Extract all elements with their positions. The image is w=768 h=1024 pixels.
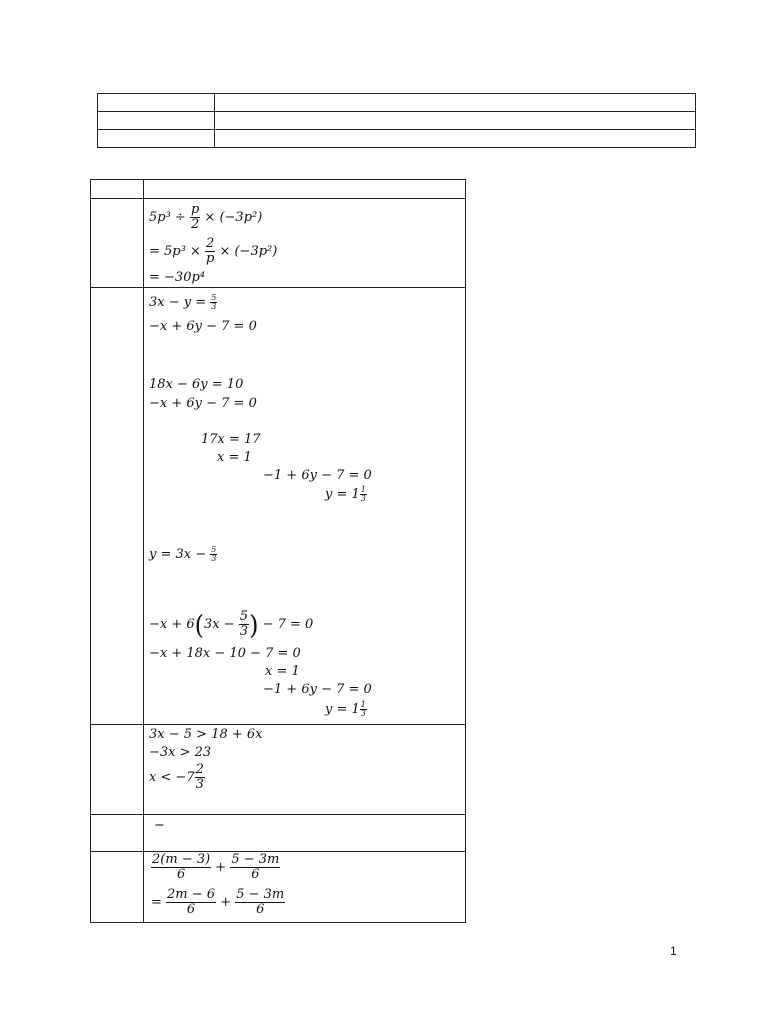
numerator: 1 <box>360 485 366 494</box>
header-row <box>98 94 696 112</box>
left-parenthesis: ( <box>194 609 205 640</box>
math-line: −1 + 6y − 7 = 0 <box>263 682 372 697</box>
fraction <box>210 294 217 311</box>
right-parenthesis: ) <box>249 609 259 640</box>
math-line <box>149 763 205 792</box>
math-line: − <box>154 818 165 833</box>
math-text: × (−3p²) <box>215 244 278 259</box>
table-row <box>91 852 466 923</box>
working-cell <box>144 852 466 923</box>
math-line: −x + 6y − 7 = 0 <box>149 319 257 334</box>
math-line: −3x > 23 <box>149 745 212 760</box>
fraction <box>151 853 211 882</box>
numerator: 5 <box>211 545 217 554</box>
working-cell <box>144 199 466 288</box>
math-text: y = 3x − <box>149 547 211 562</box>
math-line <box>149 294 217 311</box>
math-text: −x + 6 <box>149 617 195 632</box>
numerator: p <box>190 202 200 217</box>
math-line <box>151 888 285 917</box>
numerator: 5 <box>239 609 249 624</box>
math-line <box>149 237 277 266</box>
header-table <box>97 93 696 148</box>
header-row <box>98 112 696 130</box>
question-number-cell <box>91 199 144 288</box>
numerator: 2 <box>195 762 204 777</box>
fraction <box>360 486 367 503</box>
math-line: x = 1 <box>217 450 252 465</box>
math-text: 3x − y = <box>149 295 211 310</box>
math-text: = 5p³ × <box>149 244 205 259</box>
math-line <box>151 853 280 882</box>
denominator: 3 <box>195 777 204 792</box>
header-cell <box>215 130 696 148</box>
table-row <box>91 725 466 815</box>
working-cell <box>144 815 466 852</box>
fraction <box>230 853 280 882</box>
math-line: = −30p⁴ <box>149 270 205 285</box>
header-cell <box>215 94 696 112</box>
denominator: p <box>206 251 215 266</box>
question-number-cell <box>91 288 144 725</box>
header-cell <box>98 130 215 148</box>
math-line: x = 1 <box>265 664 300 679</box>
header-row <box>98 130 696 148</box>
numerator: 2(m − 3) <box>152 852 211 867</box>
numerator: 2m − 6 <box>167 887 216 902</box>
denominator: 3 <box>360 494 366 503</box>
denominator: 6 <box>186 902 196 917</box>
denominator: 3 <box>211 302 217 311</box>
working-cell <box>144 288 466 725</box>
math-line: −x + 6y − 7 = 0 <box>149 396 257 411</box>
header-cell <box>98 94 215 112</box>
math-line <box>149 610 313 639</box>
header-cell <box>98 112 215 130</box>
math-line: −x + 18x − 10 − 7 = 0 <box>149 646 301 661</box>
math-text: y = 1 <box>325 702 360 717</box>
question-number-cell <box>91 725 144 815</box>
fraction <box>195 763 205 792</box>
math-line <box>325 486 367 503</box>
math-text: y = 1 <box>325 487 360 502</box>
math-line: 17x = 17 <box>201 432 261 447</box>
math-text: + <box>216 895 236 910</box>
header-number-cell <box>91 180 144 199</box>
header-cell <box>215 112 696 130</box>
working-cell <box>144 725 466 815</box>
question-number-cell <box>91 852 144 923</box>
fraction <box>190 203 200 232</box>
table-row <box>91 199 466 288</box>
numerator: 5 − 3m <box>231 852 280 867</box>
answer-table <box>90 179 466 923</box>
denominator: 2 <box>190 217 200 232</box>
table-row <box>91 815 466 852</box>
denominator: 6 <box>256 902 265 917</box>
fraction <box>166 888 216 917</box>
header-answer-cell <box>144 180 466 199</box>
answer-table-header <box>91 180 466 199</box>
math-line: 18x − 6y = 10 <box>149 377 244 392</box>
numerator: 5 <box>211 293 217 302</box>
fraction <box>205 237 215 266</box>
numerator: 5 − 3m <box>236 887 285 902</box>
math-text: = <box>151 895 167 910</box>
math-text: × (−3p²) <box>200 210 263 225</box>
math-text: − 7 = 0 <box>258 617 314 632</box>
numerator: 2 <box>206 236 215 251</box>
fraction <box>360 701 367 718</box>
denominator: 3 <box>360 709 366 718</box>
math-line <box>149 203 262 232</box>
math-line <box>325 701 367 718</box>
page-number: 1 <box>670 944 677 958</box>
fraction <box>239 610 249 639</box>
denominator: 6 <box>176 867 186 882</box>
fraction <box>210 546 217 563</box>
math-line <box>149 546 217 563</box>
numerator: 1 <box>360 700 366 709</box>
math-line: −1 + 6y − 7 = 0 <box>263 468 372 483</box>
math-line: 3x − 5 > 18 + 6x <box>149 727 263 742</box>
math-text: + <box>211 860 231 875</box>
math-text: 3x − <box>204 617 239 632</box>
math-text: x < −7 <box>149 770 195 785</box>
fraction <box>235 888 285 917</box>
denominator: 3 <box>211 554 217 563</box>
math-text: 5p³ ÷ <box>149 210 190 225</box>
question-number-cell <box>91 815 144 852</box>
denominator: 3 <box>239 624 249 639</box>
table-row <box>91 288 466 725</box>
denominator: 6 <box>251 867 260 882</box>
